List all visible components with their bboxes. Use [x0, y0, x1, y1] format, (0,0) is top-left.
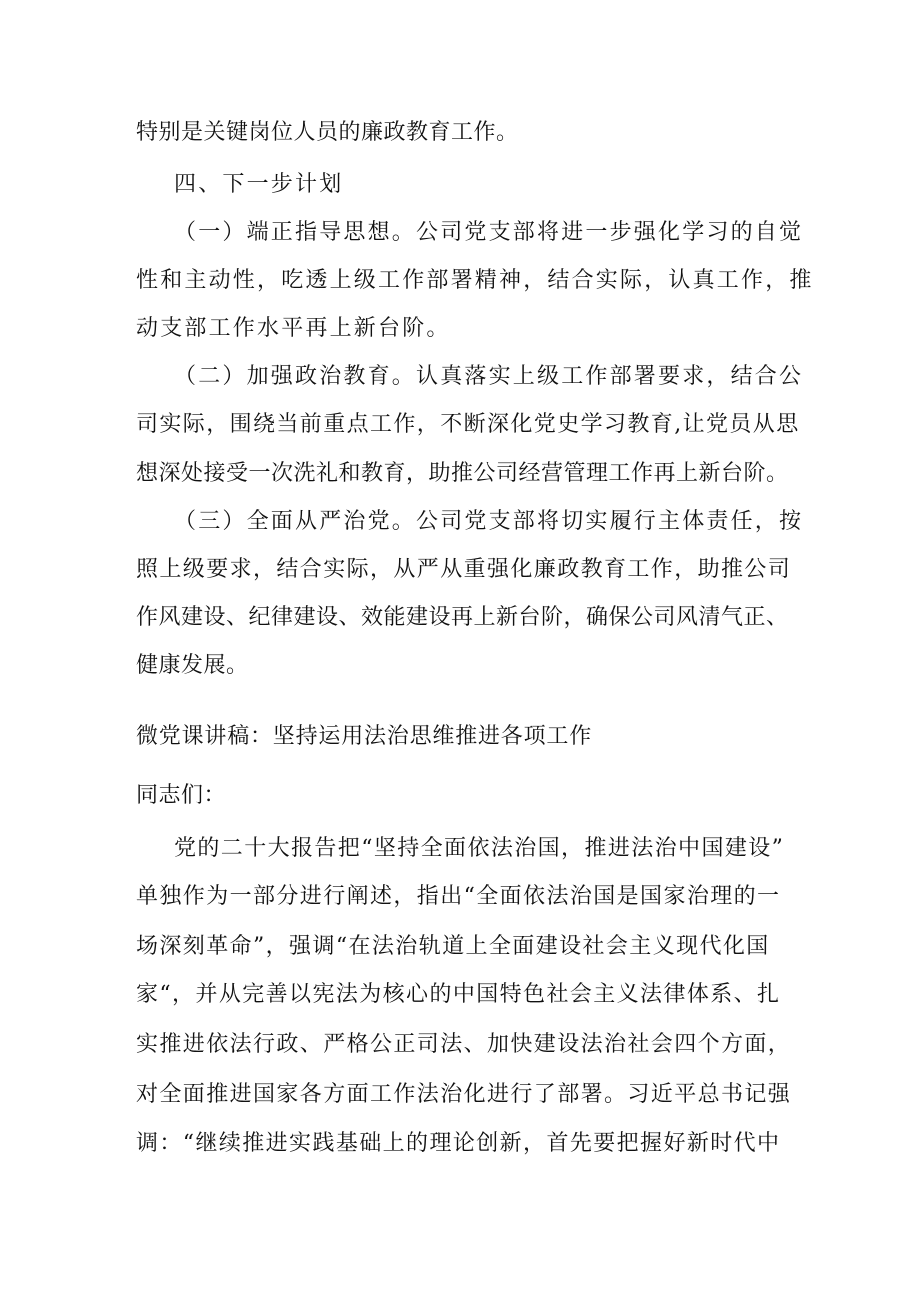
text-line-4: 性和主动性，吃透上级工作部署精神，结合实际，认真工作，推 — [136, 268, 814, 293]
text-line-20: 对全面推进国家各方面工作法治化进行了部署。习近平总书记强 — [136, 1082, 792, 1107]
greeting: 同志们： — [136, 783, 227, 808]
text-line-11: 作风建设、纪律建设、效能建设再上新台阶，确保公司风清气正、 — [136, 605, 789, 630]
section-heading-next-plan: 四、下一步计划 — [174, 172, 344, 197]
text-line-15: 党的二十大报告把“坚持全面依法治国，推进法治中国建设” — [174, 836, 785, 861]
text-line-5: 动支部工作水平再上新台阶。 — [136, 316, 451, 341]
text-line-18: 家“，并从完善以宪法为核心的中国特色社会主义法律体系、扎 — [136, 982, 781, 1007]
text-line-10: 照上级要求，结合实际，从严从重强化廉政教育工作，助推公司 — [136, 557, 792, 582]
text-line-21: 调：“继续推进实践基础上的理论创新，首先要把握好新时代中 — [136, 1131, 781, 1156]
text-line-3: （一）端正指导思想。公司党支部将进一步强化学习的自觉 — [174, 220, 804, 245]
text-line-1: 特别是关键岗位人员的廉政教育工作。 — [136, 120, 519, 145]
text-line-9: （三）全面从严治党。公司党支部将切实履行主体责任，按 — [174, 509, 804, 534]
text-line-16: 单独作为一部分进行阐述，指出“全面依法治国是国家治理的一 — [136, 884, 781, 909]
lecture-title: 微党课讲稿：坚持运用法治思维推进各项工作 — [136, 724, 593, 749]
text-line-6: （二）加强政治教育。认真落实上级工作部署要求，结合公 — [174, 364, 804, 389]
text-line-17: 场深刻革命”，强调“在法治轨道上全面建设社会主义现代化国 — [136, 934, 770, 959]
text-line-8: 想深处接受一次洗礼和教育，助推公司经营管理工作再上新台阶。 — [136, 461, 789, 486]
text-line-7: 司实际，围绕当前重点工作，不断深化党史学习教育,让党员从思 — [136, 412, 800, 437]
text-line-19: 实推进依法行政、严格公正司法、加快建设法治社会四个方面， — [136, 1032, 792, 1057]
text-line-12: 健康发展。 — [136, 653, 249, 678]
